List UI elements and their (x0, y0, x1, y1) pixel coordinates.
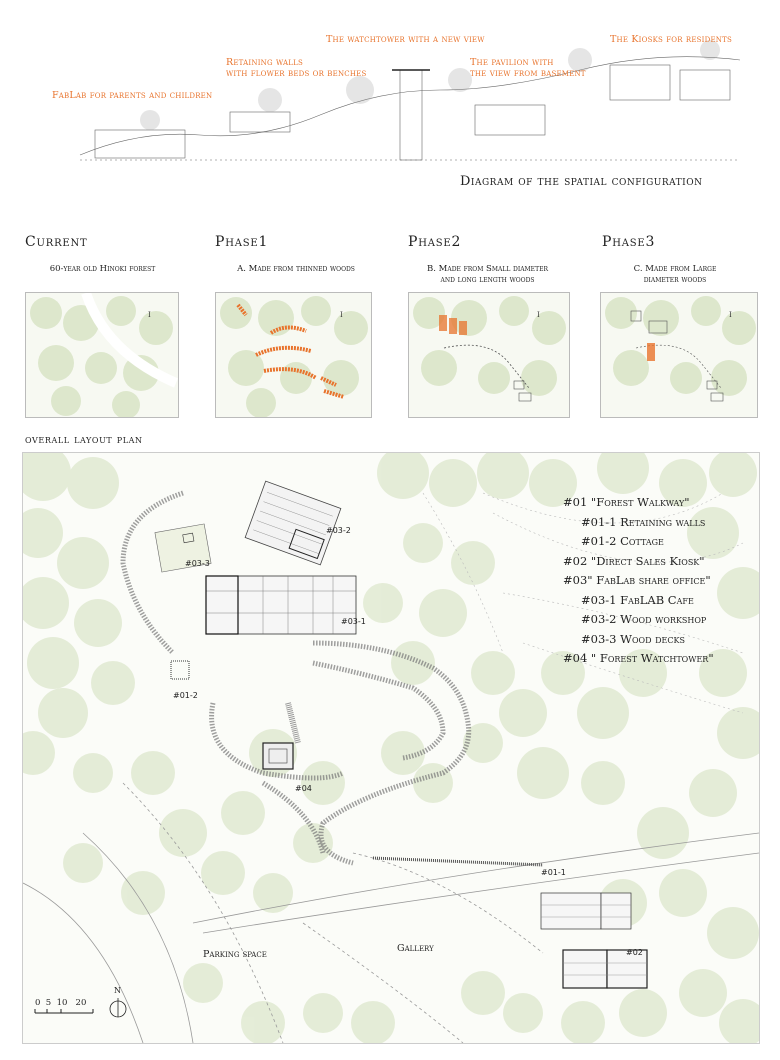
phase-title-1: Phase1 (215, 234, 269, 250)
layout-plan (22, 452, 760, 1044)
label-retaining-walls-2: with flower beds or benches (226, 68, 367, 79)
svg-text:I: I (340, 311, 343, 319)
svg-text:I: I (148, 311, 151, 319)
phase-desc-3 (595, 264, 755, 286)
plan-label-04: #04 (295, 784, 312, 793)
phase-desc-current-1: 60-year old Hinoki forest (49, 264, 156, 274)
label-watchtower: The watchtower with a new view (326, 34, 485, 45)
phase-map-current-drawing (26, 293, 178, 417)
plan-label-gallery: Gallery (397, 943, 434, 954)
legend-item-03: #03" FabLab share office" (563, 573, 711, 587)
phase-title-current: Current (25, 234, 88, 250)
legend-item-01: #01 "Forest Walkway" (563, 495, 690, 509)
phase-desc-3-2: diameter woods (643, 275, 707, 285)
svg-text:I: I (729, 311, 732, 319)
phase-map-2-drawing (409, 293, 569, 417)
plan-label-01-1: #01-1 (541, 868, 566, 877)
diagram-title: Diagram of the spatial configuration (460, 174, 703, 189)
legend-item-01-1: #01-1 Retaining walls (581, 514, 706, 529)
svg-text:I: I (537, 311, 540, 319)
phase-map-3 (600, 292, 758, 418)
label-retaining-walls-1: Retaining walls (226, 57, 303, 68)
label-fablab: FabLab for parents and children (52, 90, 213, 101)
plan-label-02: #02 (626, 948, 643, 957)
legend-item-02: #02 "Direct Sales Kiosk" (563, 553, 705, 568)
plan-label-03-3: #03-3 (185, 559, 210, 568)
legend-item-03-1: #03-1 FabLAB Cafe (581, 592, 694, 607)
plan-label-01-2: #01-2 (173, 691, 198, 700)
phase-desc-1 (215, 264, 377, 275)
phase-desc-1-1: A. Made from thinned woods (237, 264, 355, 274)
label-pavilion-2: the view from basement (470, 68, 586, 79)
phase-desc-3-1: C. Made from Large (633, 264, 717, 274)
north-arrow-label: N (114, 986, 121, 995)
phase-desc-2-1: B. Made from Small diameter (427, 264, 548, 274)
label-pavilion-1: The pavilion with (470, 57, 554, 68)
legend-item-03-2: #03-2 Wood workshop (581, 612, 707, 626)
phase-desc-2 (405, 264, 570, 286)
phase-title-3: Phase3 (602, 234, 656, 250)
phase-map-1 (215, 292, 372, 418)
legend-item-04: #04 " Forest Watchtower" (563, 651, 714, 665)
phase-map-2 (408, 292, 570, 418)
plan-label-03-1: #03-1 (341, 617, 366, 626)
label-kiosks: The Kiosks for residents (610, 34, 732, 45)
phase-desc-current (25, 264, 180, 275)
phase-title-2: Phase2 (408, 234, 462, 250)
legend-item-03-3: #03-3 Wood decks (581, 631, 685, 646)
phase-map-1-drawing (216, 293, 371, 417)
legend-item-01-2: #01-2 Cottage (581, 534, 664, 548)
layout-title: overall layout plan (25, 432, 143, 446)
plan-legend (563, 493, 714, 669)
phase-map-3-drawing (601, 293, 757, 417)
phase-map-current (25, 292, 179, 418)
plan-label-03-2: #03-2 (326, 526, 351, 535)
scale-bar-label: 0 5 10 20 (35, 998, 87, 1008)
phase-desc-2-2: and long length woods (440, 275, 535, 285)
plan-label-parking: Parking space (203, 949, 267, 960)
